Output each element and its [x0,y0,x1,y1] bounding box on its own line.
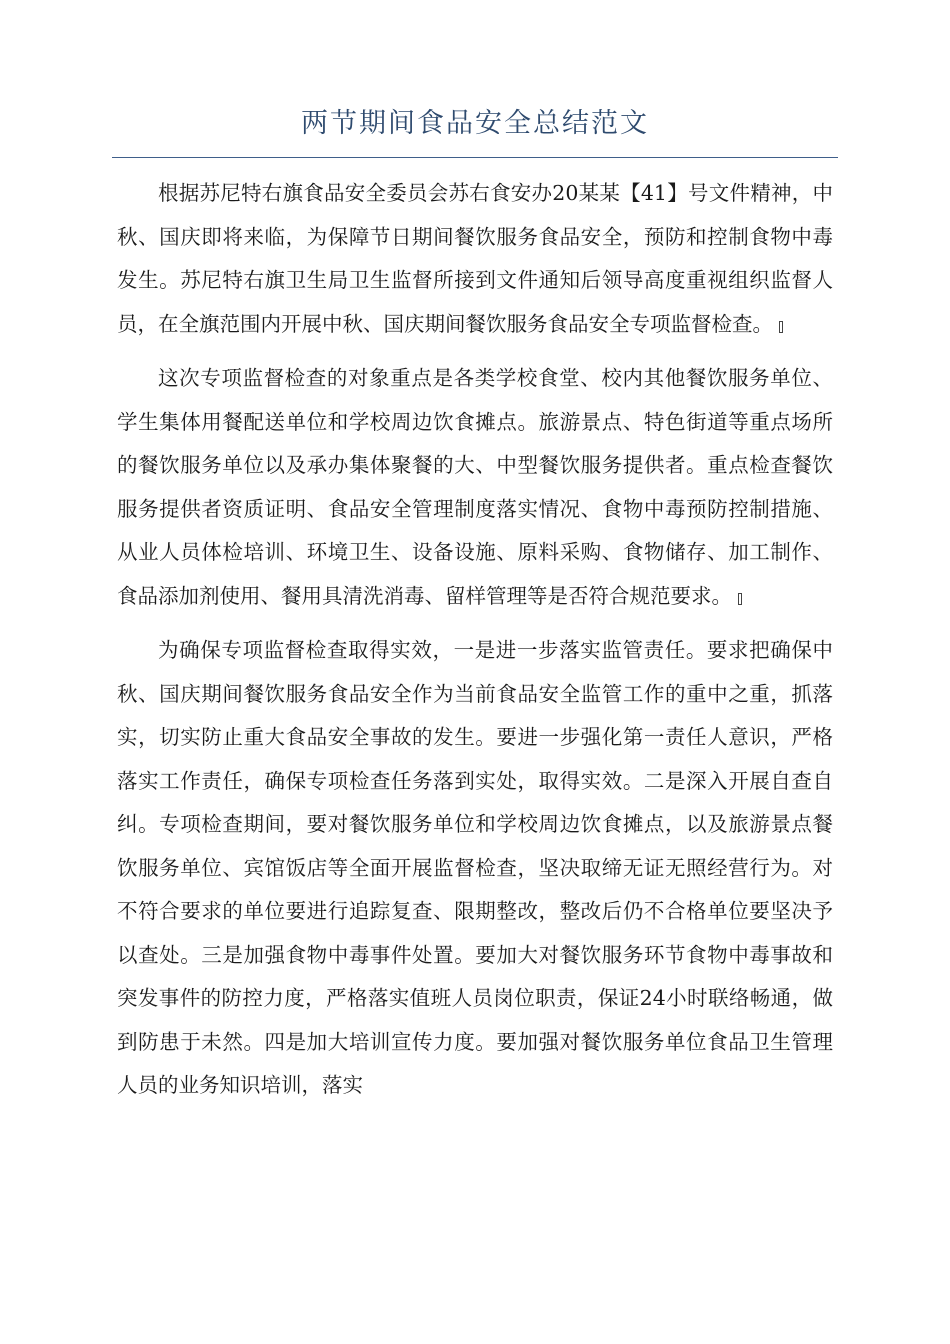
paragraph-mark-icon [738,593,742,605]
paragraph-1 [117,172,833,346]
paragraph-text: 根据苏尼特右旗食品安全委员会苏右食安办20某某【41】号文件精神，中秋、国庆即将来临，为保障节日期间餐饮服务食品安全，预防和控制食物中毒发生。苏尼特右旗卫生局卫生监督所接到文件通知后领导高度重视组织监督人员，在全旗范围内开展中秋、国庆期间餐饮服务食品安全专项监督检查。 [117,181,833,336]
document-body [117,172,833,1108]
paragraph-3 [117,629,833,1108]
paragraph-text: 为确保专项监督检查取得实效，一是进一步落实监管责任。要求把确保中秋、国庆期间餐饮服务食品安全作为当前食品安全监管工作的重中之重，抓落实，切实防止重大食品安全事故的发生。要进一步强化第一责任人意识，严格落实工作责任，确保专项检查任务落到实处，取得实效。二是深入开展自查自纠。专项检查期间，要对餐饮服务单位和学校周边饮食摊点，以及旅游景点餐饮服务单位、宾馆饭店等全面开展监督检查，坚决取缔无证无照经营行为。对不符合要求的单位要进行追踪复查、限期整改，整改后仍不合格单位要坚决予以查处。三是加强食物中毒事件处置。要加大对餐饮服务环节食物中毒事故和突发事件的防控力度，严格落实值班人员岗位职责，保证24小时联络畅通，做到防患于未然。四是加大培训宣传力度。要加强对餐饮服务单位食品卫生管理人员的业务知识培训，落实 [117,638,833,1097]
paragraph-mark-icon [779,321,783,333]
paragraph-2 [117,357,833,618]
title-divider [112,157,838,158]
document-title: 两节期间食品安全总结范文 [301,108,649,139]
paragraph-text: 这次专项监督检查的对象重点是各类学校食堂、校内其他餐饮服务单位、学生集体用餐配送单位和学校周边饮食摊点。旅游景点、特色街道等重点场所的餐饮服务单位以及承办集体聚餐的大、中型餐饮服务提供者。重点检查餐饮服务提供者资质证明、食品安全管理制度落实情况、食物中毒预防控制措施、从业人员体检培训、环境卫生、设备设施、原料采购、食物储存、加工制作、食品添加剂使用、餐用具清洗消毒、留样管理等是否符合规范要求。 [117,366,833,608]
